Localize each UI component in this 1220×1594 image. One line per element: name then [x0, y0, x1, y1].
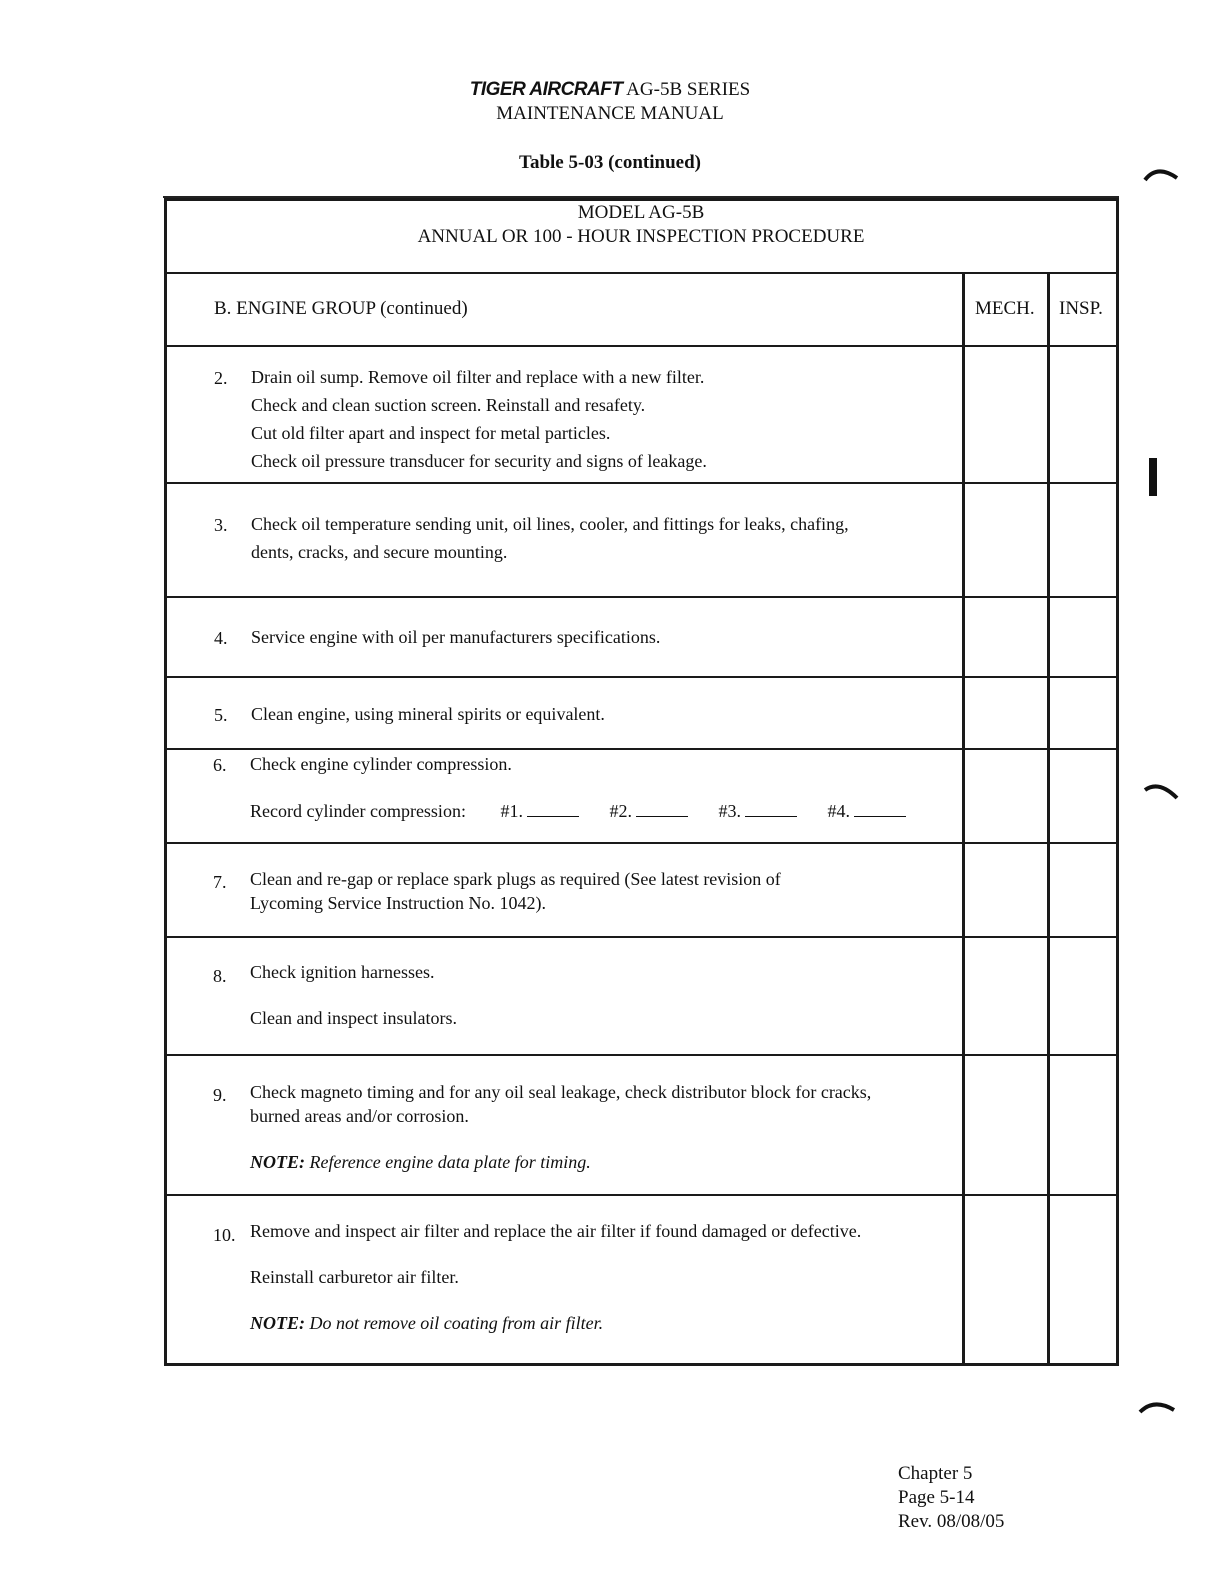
binder-hole-mark	[1143, 778, 1181, 804]
item-line: Remove and inspect air filter and replace the air filter if found damaged or defective.	[250, 1221, 862, 1241]
compression-record-row	[250, 801, 932, 822]
row-divider	[166, 676, 1117, 678]
item-line: Check engine cylinder compression.	[250, 754, 512, 774]
insp-column-divider	[1047, 273, 1050, 1366]
mech-column-divider	[962, 273, 965, 1366]
cylinder-label: #2.	[609, 801, 632, 821]
item-text	[251, 700, 605, 728]
row-divider	[166, 272, 1117, 274]
item-line: dents, cracks, and secure mounting.	[251, 542, 508, 562]
cylinder-label: #4.	[827, 801, 850, 821]
cylinder-field[interactable]	[718, 801, 797, 822]
cylinder-blank[interactable]	[527, 802, 579, 817]
item-number: 7.	[213, 872, 227, 892]
record-label: Record cylinder compression:	[250, 801, 466, 821]
series-name: AG-5B SERIES	[622, 79, 751, 100]
note-text: Do not remove oil coating from air filter.	[305, 1313, 604, 1333]
table-title	[168, 201, 1114, 249]
page-number: Page 5-14	[898, 1487, 975, 1508]
item-text	[250, 961, 457, 1030]
row-divider	[166, 1194, 1117, 1196]
page-footer	[898, 1462, 1004, 1534]
row-divider	[166, 842, 1117, 844]
revision-change-bar	[1149, 458, 1157, 496]
item-line: Check oil temperature sending unit, oil lines, cooler, and fittings for leaks, chafing,	[251, 514, 849, 534]
item-line: Clean engine, using mineral spirits or equivalent.	[251, 704, 605, 724]
brand-name: TIGER AIRCRAFT	[469, 79, 623, 100]
item-spacer	[250, 1289, 861, 1312]
item-line: Clean and inspect insulators.	[250, 1008, 457, 1028]
item-number: 10.	[213, 1225, 236, 1245]
row-divider	[166, 345, 1117, 347]
item-text	[250, 1220, 861, 1335]
item-number: 4.	[214, 628, 228, 648]
item-line: Cut old filter apart and inspect for metal particles.	[251, 423, 611, 443]
item-number: 3.	[214, 515, 228, 535]
item-line: Check ignition harnesses.	[250, 962, 435, 982]
note-text: Reference engine data plate for timing.	[305, 1152, 591, 1172]
item-line: Reinstall carburetor air filter.	[250, 1267, 459, 1287]
item-number: 9.	[213, 1085, 227, 1105]
item-line: Lycoming Service Instruction No. 1042).	[250, 893, 546, 913]
manual-title: MAINTENANCE MANUAL	[496, 103, 724, 124]
cylinder-field[interactable]	[827, 801, 906, 822]
item-line: burned areas and/or corrosion.	[250, 1106, 469, 1126]
item-line: Check oil pressure transducer for security and signs of leakage.	[251, 451, 707, 471]
item-text	[251, 363, 707, 475]
item-text	[250, 1080, 871, 1174]
cylinder-label: #3.	[718, 801, 741, 821]
row-divider	[166, 1054, 1117, 1056]
item-text	[251, 623, 660, 651]
manual-header	[0, 78, 1220, 126]
procedure-label: ANNUAL OR 100 - HOUR INSPECTION PROCEDURE	[417, 226, 865, 247]
item-spacer	[250, 984, 457, 1007]
item-line: Clean and re-gap or replace spark plugs as required (See latest revision of	[250, 869, 781, 889]
cylinder-blank[interactable]	[854, 802, 906, 817]
cylinder-blank[interactable]	[745, 802, 797, 817]
row-divider	[166, 482, 1117, 484]
row-divider	[166, 596, 1117, 598]
item-line: Check and clean suction screen. Reinstall and resafety.	[251, 395, 646, 415]
mech-column-header: MECH.	[975, 298, 1035, 319]
item-text	[250, 867, 781, 915]
table-caption: Table 5-03 (continued)	[519, 152, 701, 173]
item-note	[250, 1312, 861, 1335]
cylinder-blank[interactable]	[636, 802, 688, 817]
cylinder-label: #1.	[500, 801, 523, 821]
item-text	[251, 510, 849, 566]
note-label: NOTE:	[250, 1152, 305, 1172]
section-heading: B. ENGINE GROUP (continued)	[214, 298, 468, 319]
item-number: 8.	[213, 966, 227, 986]
item-spacer	[250, 1128, 871, 1150]
binder-hole-mark	[1138, 1396, 1178, 1418]
row-divider	[166, 936, 1117, 938]
item-note	[250, 1150, 871, 1174]
item-text	[250, 750, 512, 778]
note-label: NOTE:	[250, 1313, 305, 1333]
chapter-label: Chapter 5	[898, 1463, 973, 1484]
item-spacer	[250, 1243, 861, 1266]
item-number: 2.	[214, 368, 228, 388]
item-line: Drain oil sump. Remove oil filter and replace with a new filter.	[251, 367, 705, 387]
revision-date: Rev. 08/08/05	[898, 1511, 1005, 1532]
item-line: Service engine with oil per manufacturers specifications.	[251, 627, 661, 647]
item-number: 5.	[214, 705, 228, 725]
cylinder-field[interactable]	[609, 801, 688, 822]
item-number: 6.	[213, 755, 227, 775]
item-line: Check magneto timing and for any oil seal leakage, check distributor block for cracks,	[250, 1082, 872, 1102]
binder-hole-mark	[1143, 162, 1181, 184]
cylinder-field[interactable]	[500, 801, 579, 822]
model-label: MODEL AG-5B	[577, 202, 705, 223]
insp-column-header: INSP.	[1059, 298, 1103, 319]
